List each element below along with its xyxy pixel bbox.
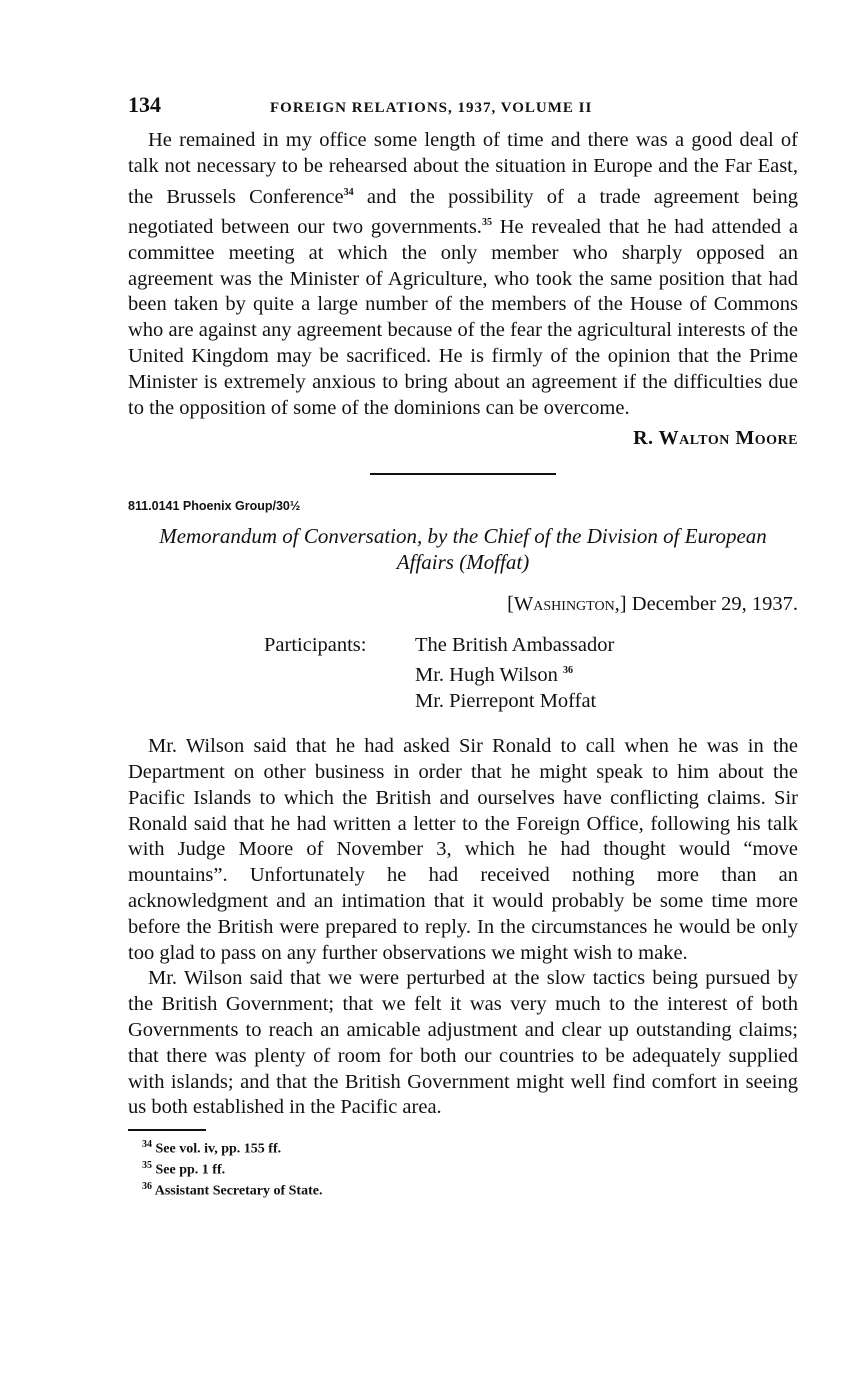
participant-item: The British Ambassador: [415, 634, 615, 657]
memo-dateline: [128, 593, 798, 616]
signature: R. Walton Moore: [633, 427, 798, 450]
first-memo-text-b: and the possibility of a trade agreement being negotiated between our two governments.: [128, 185, 798, 239]
participant-item: Mr. Pierrepont Moffat: [415, 690, 597, 713]
footnote-item: $^{34}$ See vol. iv, pp. 155 ff.: [142, 1139, 282, 1157]
footnotes: [128, 1137, 798, 1199]
file-number: 811.0141 Phoenix Group/30½: [128, 499, 301, 514]
first-memo-text-a: He remained in my office some length of time and there was a good deal of talk not necessary to be rehearsed about the situation in Europe and the Far East, the Brussels Conference: [128, 129, 798, 208]
memo-body: [128, 734, 798, 1121]
memo-title: Memorandum of Conversation, by the Chief of the Division of European Affairs (Moffat): [159, 524, 767, 575]
footnote-ref-34: 34: [343, 186, 354, 198]
participants-block: [264, 632, 798, 714]
memo-place: [Washington,]: [507, 593, 627, 616]
first-memo-text-c: He revealed that he had attended a committee meeting at which the only member who sharply opposed an agreement was the Minister of Agriculture, who took the same position that had been taken by quite a large number of the members of the House of Commons who are against any agreement because of the fear the agricultural interests of the United Kingdom may be sacrificed. He is firmly of the opinion that the Prime Minister is extremely anxious to bring about an agreement if the difficulties due to the opposition of some of the dominions can be overcome.: [128, 216, 799, 419]
footnote-item: $^{36}$ Assistant Secretary of State.: [142, 1180, 323, 1199]
memo-paragraph: Mr. Wilson said that we were perturbed at the slow tactics being pursued by the British Government; that we felt it was very much to the interest of both Governments to reach an amicable adjustment and clear up outstanding claims; that there was plenty of room for both our countries to be adequately supplied with islands; and that the British Government might well find comfort in seeing us both established in the Pacific area.: [128, 967, 798, 1119]
participant-item: Mr. Hugh Wilson $^{36}$: [415, 664, 574, 687]
memo-date: December 29, 1937.: [631, 593, 798, 616]
page-number: 134: [128, 92, 161, 117]
page-header: [128, 92, 798, 128]
memo-paragraph: Mr. Wilson said that he had asked Sir Ronald to call when he was in the Department on other business in order that he might speak to him about the Pacific Islands to which the British and ourselves have conflicting claims. Sir Ronald said that he had written a letter to the Foreign Office, following his talk with Judge Moore of November 3, which he had thought would “move mountains”. Unfortunately he had received nothing more than an acknowledgment and an intimation that it would probably be some time more before the British were prepared to reply. In the circumstances he would be only too glad to pass on any further observations we might wish to make.: [128, 735, 798, 964]
footnote-ref-35: 35: [481, 217, 492, 229]
participants-list: [415, 632, 614, 714]
footnote-ref-36: 36: [563, 665, 574, 677]
footnote-item: $^{35}$ See pp. 1 ff.: [142, 1159, 226, 1178]
first-memo-paragraph: [128, 128, 798, 421]
section-divider: [370, 473, 556, 475]
document-page: [128, 92, 798, 1199]
participants-label: Participants:: [264, 634, 367, 657]
footnote-divider: [128, 1129, 206, 1131]
running-head: FOREIGN RELATIONS, 1937, VOLUME II: [270, 100, 593, 116]
